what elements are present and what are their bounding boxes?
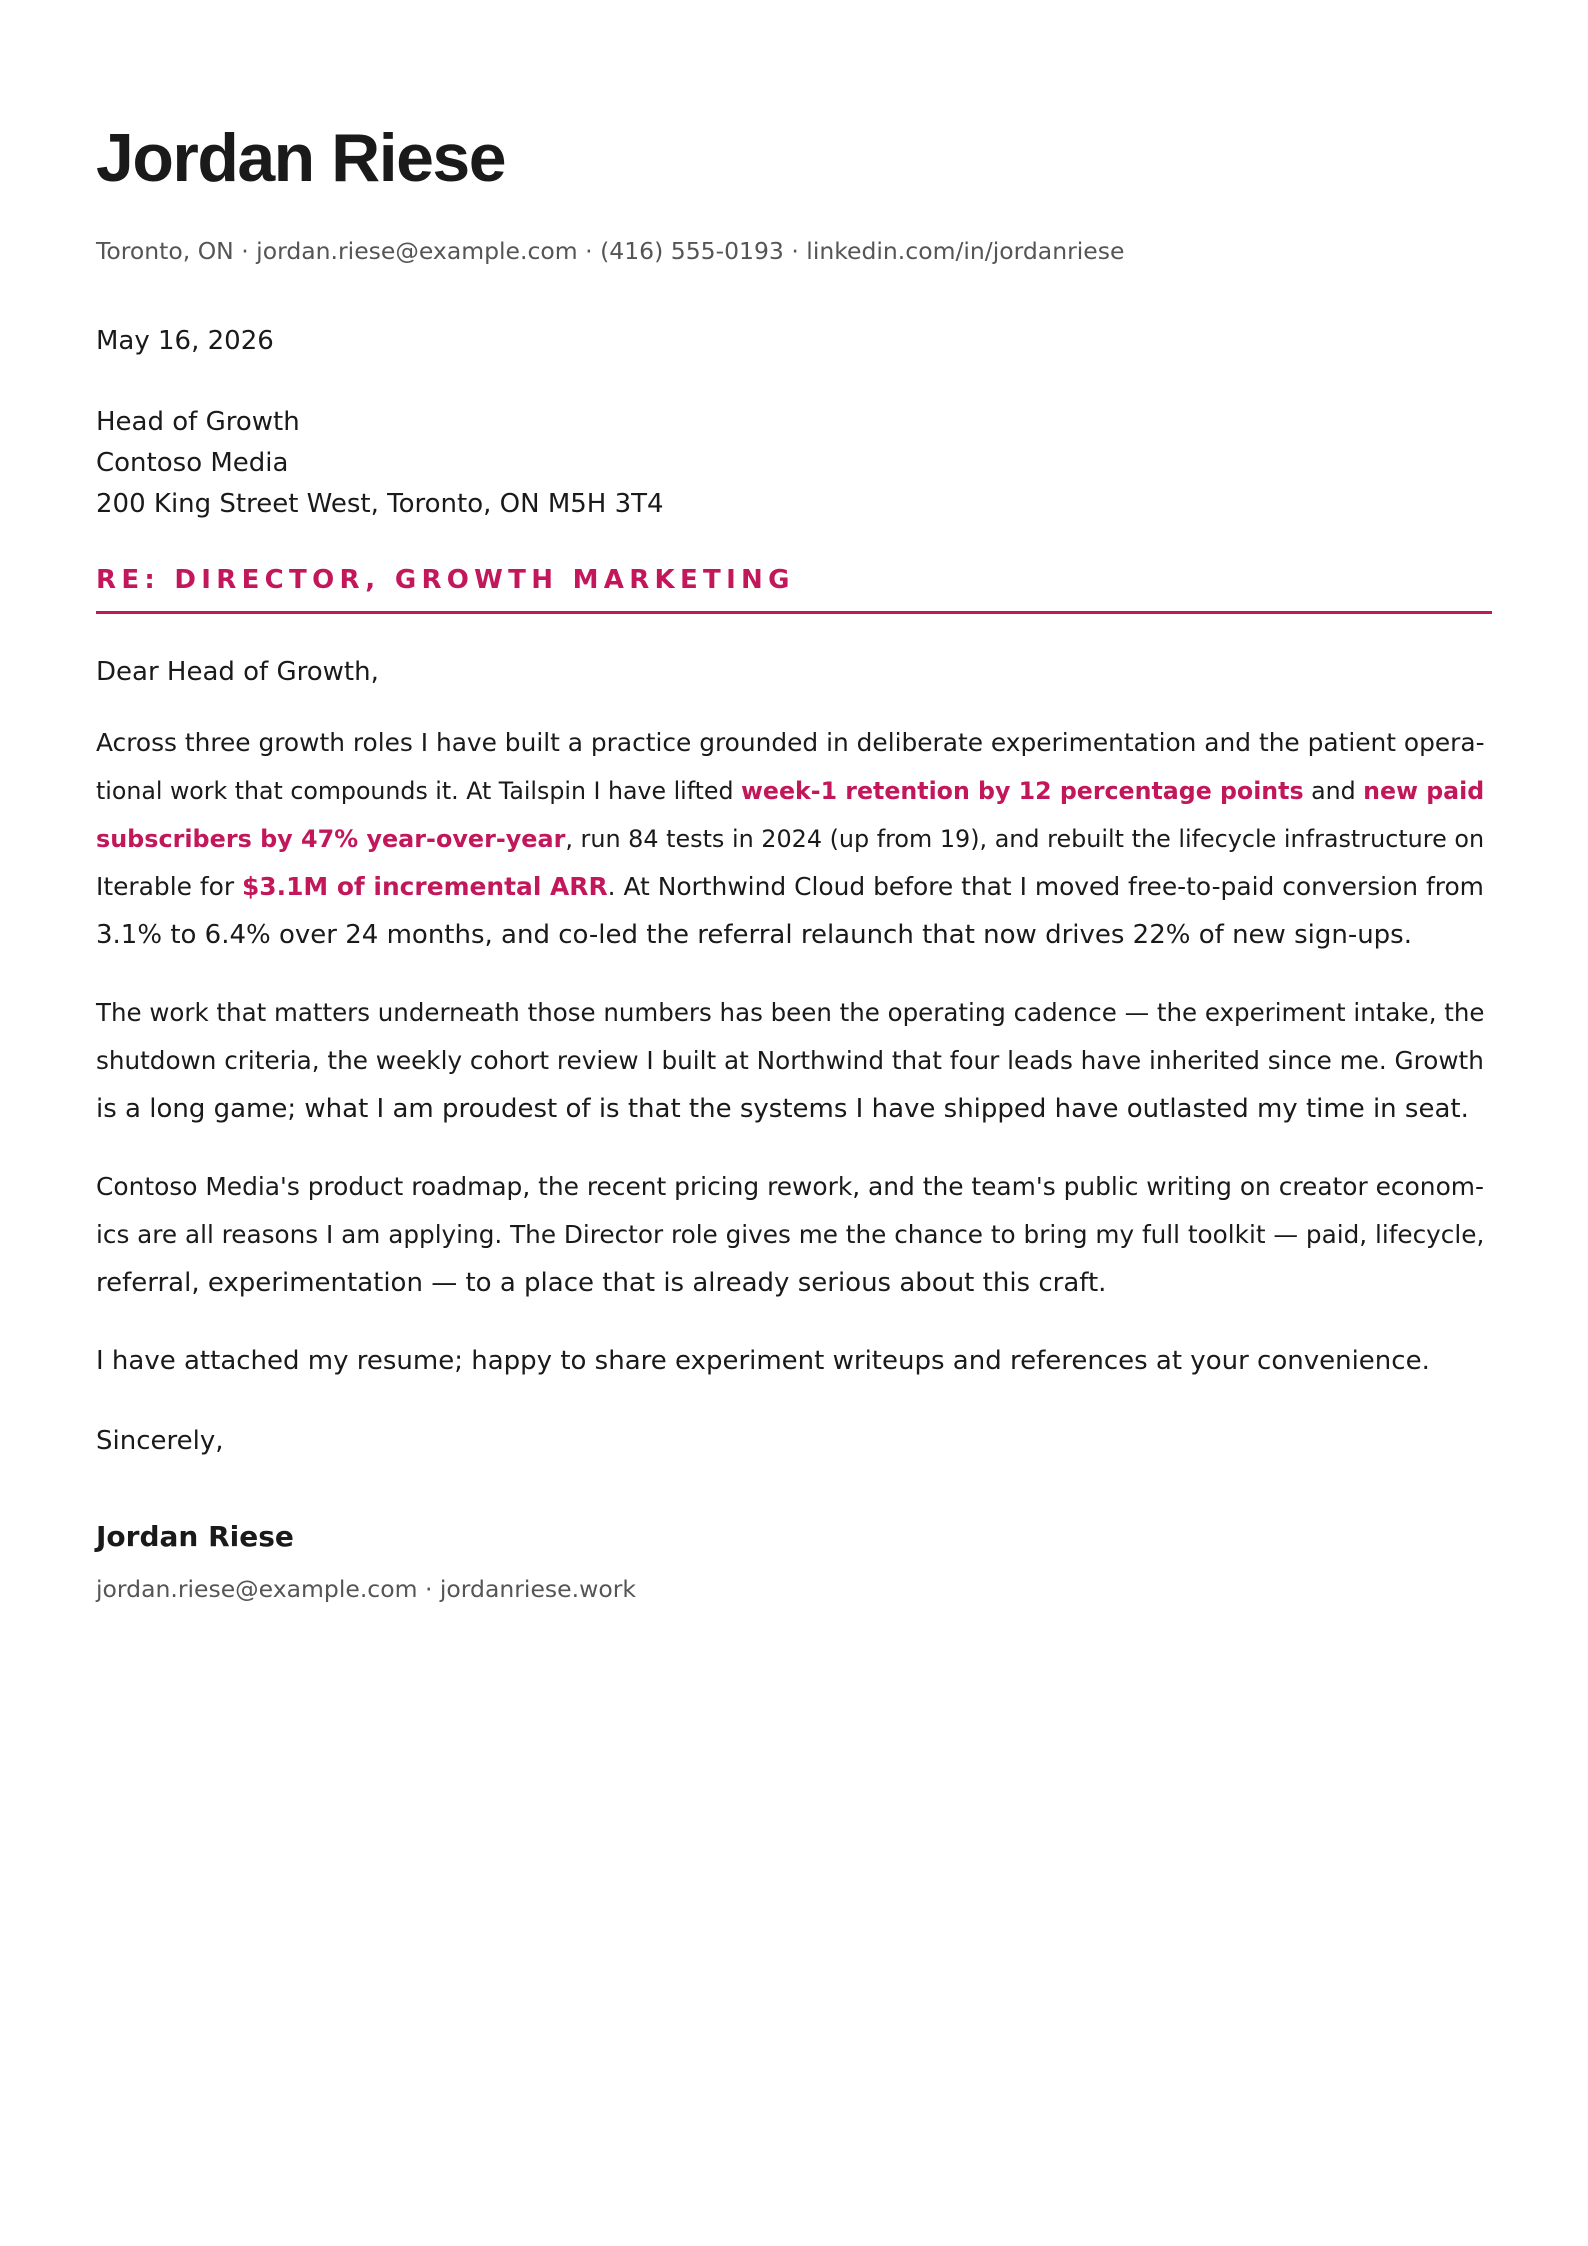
- text-run: . At Northwind Cloud before that I moved free-to-paid conversion from: [607, 872, 1484, 902]
- signature-name: Jordan Riese: [96, 1520, 294, 1554]
- text-run: tional work that compounds it. At Tailspin I have lifted: [96, 777, 742, 806]
- paragraph-line: referral, experimentation — to a place that is already serious about this craft.: [96, 1268, 1107, 1299]
- closing: Sincerely,: [96, 1426, 224, 1457]
- paragraph-line: [96, 815, 1492, 863]
- highlight-paid-subscribers-cont: subscribers by 47% year-over-year: [96, 825, 566, 854]
- paragraph-line: 3.1% to 6.4% over 24 months, and co-led the referral relaunch that now drives 22% of new sign-ups.: [96, 920, 1412, 951]
- text-run: , run 84 tests in 2024 (up from 19), and rebuilt the lifecycle infrastructure on: [565, 825, 1485, 854]
- text-run: and: [1303, 777, 1364, 806]
- recipient-address: 200 King Street West, Toronto, ON M5H 3T4: [96, 489, 664, 520]
- paragraph-line: ics are all reasons I am applying. The Director role gives me the chance to bring my full toolkit — paid, lifecycle,: [96, 1220, 1485, 1250]
- text-run: Iterable for: [96, 872, 242, 902]
- paragraph-line: I have attached my resume; happy to share experiment writeups and references at your convenience.: [96, 1346, 1430, 1377]
- paragraph-line: The work that matters underneath those numbers has been the operating cadence — the experiment intake, the: [96, 998, 1485, 1028]
- highlight-paid-subscribers: new paid: [1363, 777, 1485, 806]
- paragraph-line: is a long game; what I am proudest of is that the systems I have shipped have outlasted my time in seat.: [96, 1094, 1469, 1125]
- salutation: Dear Head of Growth,: [96, 656, 379, 687]
- recipient-title: Head of Growth: [96, 407, 300, 438]
- body-paragraph-3: [96, 1163, 1492, 1307]
- body-paragraph-4: [96, 1337, 1492, 1385]
- body-paragraph-1: [96, 719, 1492, 959]
- paragraph-line: Contoso Media's product roadmap, the recent pricing rework, and the team's public writing on creator econom-: [96, 1172, 1484, 1202]
- paragraph-line: Across three growth roles I have built a practice grounded in deliberate experimentation and the patient opera-: [96, 728, 1485, 758]
- signature-contact: jordan.riese@example.com · jordanriese.work: [96, 1574, 636, 1603]
- highlight-arr: $3.1M of incremental ARR: [241, 872, 608, 902]
- applicant-contact-line: Toronto, ON · jordan.riese@example.com · (416) 555-0193 · linkedin.com/in/jordanriese: [96, 237, 1125, 265]
- paragraph-line: [96, 863, 1492, 911]
- paragraph-line: shutdown criteria, the weekly cohort review I built at Northwind that four leads have inherited since me. Growth: [96, 1046, 1484, 1076]
- recipient-company: Contoso Media: [96, 448, 289, 479]
- subject-heading: RE: DIRECTOR, GROWTH MARKETING: [96, 565, 1492, 613]
- paragraph-line: [96, 767, 1492, 815]
- body-paragraph-2: [96, 989, 1492, 1133]
- recipient-block: [96, 402, 1492, 525]
- letter-date: May 16, 2026: [96, 325, 274, 356]
- highlight-retention: week-1 retention by 12 percentage points: [741, 777, 1304, 806]
- applicant-name: Jordan Riese: [96, 120, 506, 196]
